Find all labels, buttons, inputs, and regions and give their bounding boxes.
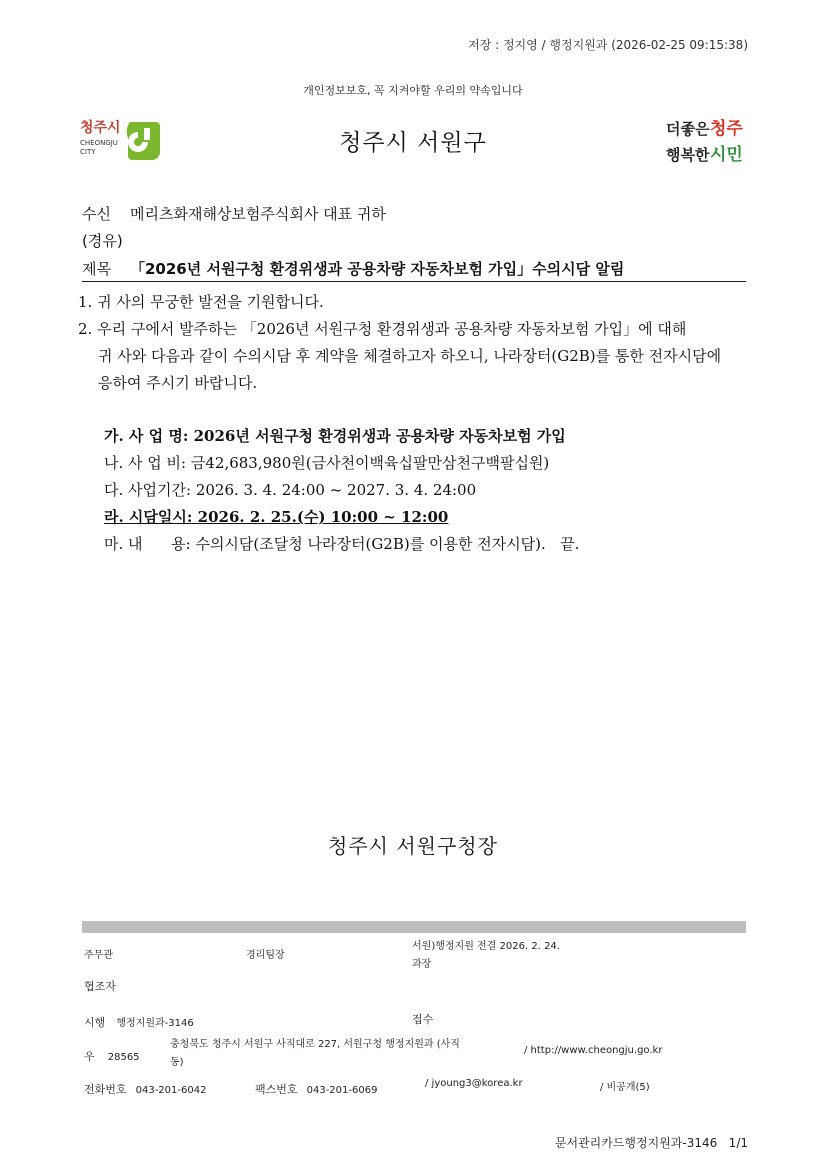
item-value: 2026. 3. 4. 24:00 ~ 2027. 3. 4. 24:00 xyxy=(195,481,477,499)
privacy-slogan: 개인정보보호, 꼭 지켜야할 우리의 약속입니다 xyxy=(303,84,523,97)
item-project-cost xyxy=(104,452,549,473)
subject-divider xyxy=(82,281,746,282)
footer-zip: 28565 xyxy=(107,1052,140,1063)
item-label: 나. 사 업 비: xyxy=(104,454,187,472)
footer-receipt: 접수 xyxy=(412,1013,434,1026)
logo-text-bot: CITY xyxy=(80,148,96,156)
recipient-label: 수신 xyxy=(82,205,111,223)
footer-fax-value: 043-201-6069 xyxy=(306,1085,378,1096)
org-title: 청주시 서원구 xyxy=(339,130,487,156)
recipient-row xyxy=(82,203,386,224)
footer-enforcement-label: 시행 xyxy=(84,1016,106,1029)
item-value: 2026. 2. 25.(수) 10:00 ~ 12:00 xyxy=(197,508,449,526)
item-content xyxy=(104,533,579,554)
slogan-logo-l1b: 청주 xyxy=(710,119,743,139)
save-info: 저장 : 정지영 / 행정지원과 (2026-02-25 09:15:38) xyxy=(468,38,748,52)
logo-text-top: 청주시 xyxy=(80,120,121,136)
footer-postal xyxy=(84,1045,140,1064)
footer-drafter: 주무관 xyxy=(84,950,113,961)
subject-row xyxy=(82,258,624,279)
footer-approval: 서원)행정지원 전결 2026. 2. 24. xyxy=(412,941,560,952)
item-value: 금42,683,980원(금사천이백육십팔만삼천구백팔십원) xyxy=(190,454,550,472)
slogan-logo xyxy=(664,110,748,170)
item-label: 마. 내 용: xyxy=(104,535,191,553)
footer-team-lead: 경리팀장 xyxy=(246,950,285,961)
slogan-logo-l2b: 시민 xyxy=(710,145,743,165)
paragraph-1: 1. 귀 사의 무궁한 발전을 기원합니다. xyxy=(78,293,324,311)
footer-address-2: 동) xyxy=(170,1057,184,1068)
footer-director: 과장 xyxy=(412,959,432,970)
footer-phone-value: 043-201-6042 xyxy=(135,1085,207,1096)
footer-cooperator: 협조자 xyxy=(84,980,116,993)
footer-fax-label: 팩스번호 xyxy=(255,1083,298,1096)
item-project-name xyxy=(104,425,566,446)
item-label: 가. 사 업 명: xyxy=(104,427,189,445)
paragraph-2-line-1: 2. 우리 구에서 발주하는 「2026년 서원구청 환경위생과 공용차량 자동차보험 가입」에 대해 xyxy=(78,320,687,338)
via-row: (경유) xyxy=(82,232,123,250)
signer: 청주시 서원구청장 xyxy=(328,834,498,858)
slogan-logo-l1a: 더좋은 xyxy=(666,120,710,138)
footer-phone xyxy=(84,1078,206,1097)
item-label: 라. 시담일시: xyxy=(104,508,193,526)
item-project-period xyxy=(104,479,476,500)
footer-postal-label: 우 xyxy=(84,1050,95,1063)
footer-fax xyxy=(255,1078,377,1097)
item-label: 다. 사업기간: xyxy=(104,481,192,499)
subject-label: 제목 xyxy=(82,260,111,278)
footer-phone-label: 전화번호 xyxy=(84,1083,127,1096)
footer-email: / jyoung3@korea.kr xyxy=(425,1078,523,1089)
item-value: 2026년 서원구청 환경위생과 공용차량 자동차보험 가입 xyxy=(193,427,566,445)
footer-enforcement xyxy=(84,1011,194,1030)
item-value: 수의시담(조달청 나라장터(G2B)를 이용한 전자시담). 끝. xyxy=(195,535,580,553)
page-footer: 문서관리카드행정지원과-3146 1/1 xyxy=(554,1136,748,1150)
paragraph-2-line-3: 응하여 주시기 바랍니다. xyxy=(98,374,258,392)
slogan-logo-l2a: 행복한 xyxy=(666,146,710,164)
footer-enforcement-value: 행정지원과-3146 xyxy=(116,1018,194,1029)
footer-bar xyxy=(82,921,746,933)
item-negotiation-date xyxy=(104,506,448,527)
logo-text-mid: CHEONGJU xyxy=(80,139,118,147)
footer-address-1: 충청북도 청주시 서원구 사직대로 227, 서원구청 행정지원과 (사직 xyxy=(170,1039,460,1050)
footer-homepage: / http://www.cheongju.go.kr xyxy=(524,1045,663,1056)
paragraph-2-line-2: 귀 사와 다음과 같이 수의시담 후 계약을 체결하고자 하오니, 나라장터(G2B)를 통한 전자시담에 xyxy=(98,347,722,365)
recipient-value: 메리츠화재해상보험주식회사 대표 귀하 xyxy=(130,205,386,223)
footer-disclosure: / 비공개(5) xyxy=(600,1082,650,1093)
subject-value: 「2026년 서원구청 환경위생과 공용차량 자동차보험 가입」수의시담 알림 xyxy=(130,260,625,278)
